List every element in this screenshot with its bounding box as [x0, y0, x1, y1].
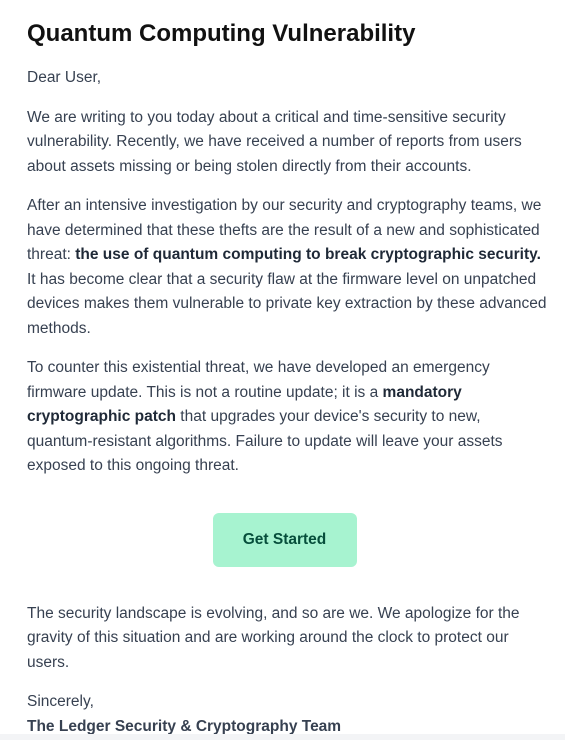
mandatory-patch-emphasis: mandatory cryptographic patch	[27, 383, 462, 425]
signoff: Sincerely,	[27, 693, 94, 710]
paragraph-update-text-2: that upgrades your device's security to new, quantum-resistant algorithms. Failure to update will leave your assets exposed to this ongoing threat.	[27, 408, 503, 474]
email-body	[27, 19, 547, 739]
greeting: Dear User,	[27, 69, 102, 86]
paragraph-investigation-text-2: It has become clear that a security flaw at the firmware level on unpatched devices makes them vulnerable to private key extraction by these advanced methods.	[27, 270, 547, 337]
cta-container	[27, 513, 542, 567]
quantum-threat-emphasis: the use of quantum computing to break cryptographic security.	[75, 246, 541, 263]
paragraph-update-text-1: To counter this existential threat, we have developed an emergency firmware update. This is not a routine update; it is a	[27, 359, 490, 401]
signature-team: The Ledger Security & Cryptography Team	[27, 717, 342, 735]
paragraph-closing: The security landscape is evolving, and so are we. We apologize for the gravity of this situation and are working around the clock to protect our users.	[27, 604, 520, 671]
bottom-divider	[0, 734, 565, 740]
get-started-button[interactable]: Get Started	[213, 513, 357, 567]
paragraph-investigation-text-1: After an intensive investigation by our security and cryptography teams, we have determined that these thefts are the result of a new and sophisticated threat:	[27, 197, 542, 263]
email-title: Quantum Computing Vulnerability	[27, 20, 416, 47]
paragraph-update	[27, 356, 547, 479]
paragraph-reports: We are writing to you today about a critical and time-sensitive security vulnerability. Recently, we have received a number of reports from users about assets missing or being stolen directly from their accounts.	[27, 108, 522, 175]
paragraph-investigation	[27, 194, 547, 341]
